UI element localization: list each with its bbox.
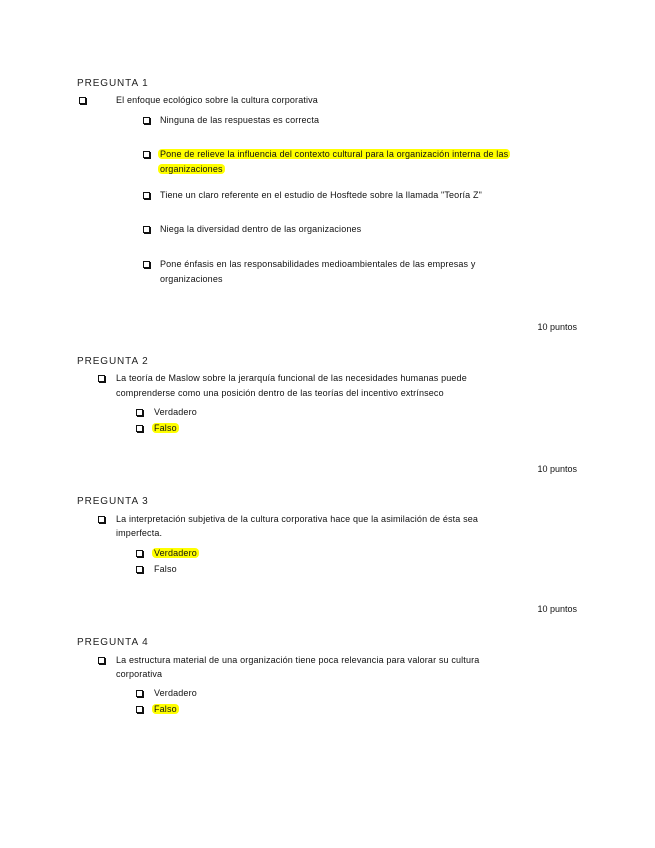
question-1-title: PREGUNTA 1 — [77, 78, 149, 89]
q4-option-falso-highlight: Falso — [154, 704, 177, 714]
q1-option-5-checkbox-icon[interactable] — [143, 261, 150, 268]
q1-option-3-label[interactable]: Tiene un claro referente en el estudio de Hosftede sobre la llamada "Teoría Z" — [160, 190, 482, 200]
q1-option-2-label[interactable] — [160, 147, 510, 161]
question-4-stem-bullet-icon — [98, 657, 105, 664]
question-1-stem-bullet-icon — [79, 97, 86, 104]
question-4-stem-line-1: La estructura material de una organización tiene poca relevancia para valorar su cultura — [116, 655, 480, 665]
q4-option-falso-label[interactable] — [154, 702, 179, 716]
question-2-stem-bullet-icon — [98, 375, 105, 382]
q3-option-verdadero-checkbox-icon[interactable] — [136, 550, 143, 557]
q1-option-5-label-continued[interactable]: organizaciones — [160, 274, 223, 284]
q4-option-verdadero-label[interactable]: Verdadero — [154, 688, 197, 698]
question-2-title: PREGUNTA 2 — [77, 356, 149, 367]
q1-option-3-checkbox-icon[interactable] — [143, 192, 150, 199]
q3-option-verdadero-highlight: Verdadero — [154, 548, 197, 558]
q2-option-falso-label[interactable] — [154, 421, 179, 435]
q1-option-1-checkbox-icon[interactable] — [143, 117, 150, 124]
q2-option-verdadero-label[interactable]: Verdadero — [154, 407, 197, 417]
question-4-title: PREGUNTA 4 — [77, 637, 149, 648]
q3-option-falso-checkbox-icon[interactable] — [136, 566, 143, 573]
q2-option-falso-checkbox-icon[interactable] — [136, 425, 143, 432]
question-3-points: 10 puntos — [537, 604, 577, 614]
question-2-stem-line-1: La teoría de Maslow sobre la jerarquía funcional de las necesidades humanas puede — [116, 373, 467, 383]
q4-option-verdadero-checkbox-icon[interactable] — [136, 690, 143, 697]
q1-option-5-label[interactable]: Pone énfasis en las responsabilidades medioambientales de las empresas y — [160, 259, 476, 269]
q1-option-4-label[interactable]: Niega la diversidad dentro de las organizaciones — [160, 224, 362, 234]
q2-option-verdadero-checkbox-icon[interactable] — [136, 409, 143, 416]
q1-option-2-highlight-continued: organizaciones — [160, 164, 223, 174]
question-2-points: 10 puntos — [537, 464, 577, 474]
q1-option-2-checkbox-icon[interactable] — [143, 151, 150, 158]
q1-option-1-label[interactable]: Ninguna de las respuestas es correcta — [160, 115, 320, 125]
q1-option-4-checkbox-icon[interactable] — [143, 226, 150, 233]
q3-option-falso-label[interactable]: Falso — [154, 564, 177, 574]
question-3-stem-line-2: imperfecta. — [116, 528, 163, 538]
question-1-points: 10 puntos — [537, 322, 577, 332]
question-4-stem-line-2: corporativa — [116, 669, 163, 679]
question-3-title: PREGUNTA 3 — [77, 496, 149, 507]
q3-option-verdadero-label[interactable] — [154, 546, 199, 560]
question-3-stem-bullet-icon — [98, 516, 105, 523]
question-2-stem-line-2: comprenderse como una posición dentro de las teorías del incentivo extrínseco — [116, 388, 444, 398]
question-1-stem: El enfoque ecológico sobre la cultura corporativa — [116, 95, 318, 105]
q4-option-falso-checkbox-icon[interactable] — [136, 706, 143, 713]
q2-option-falso-highlight: Falso — [154, 423, 177, 433]
q1-option-2-highlight: Pone de relieve la influencia del contexto cultural para la organización interna de las — [160, 149, 509, 159]
question-3-stem-line-1: La interpretación subjetiva de la cultura corporativa hace que la asimilación de ésta sea — [116, 514, 479, 524]
q1-option-2-label-continued[interactable] — [160, 162, 225, 176]
